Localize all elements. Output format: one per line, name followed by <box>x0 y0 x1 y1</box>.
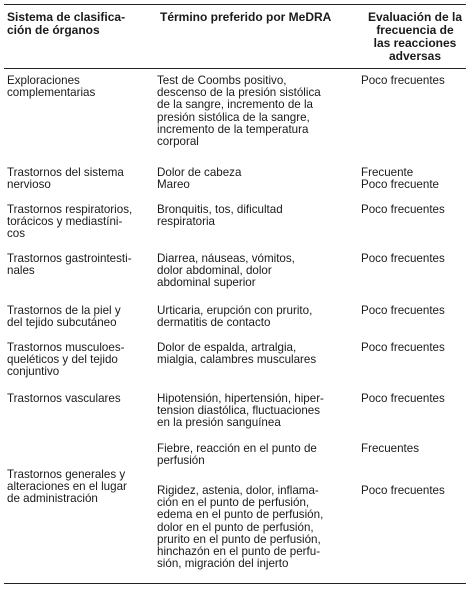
row-frequency: Poco frecuentes <box>361 341 445 354</box>
header-rule <box>4 68 466 69</box>
table-top-rule <box>4 4 466 5</box>
row-organ-system: Exploraciones complementarias <box>7 74 96 100</box>
row-term: Fiebre, reacción en el punto de perfusión <box>157 442 317 468</box>
table-bottom-rule <box>4 583 466 584</box>
row-frequency: Poco frecuentes <box>361 392 445 405</box>
row-term: Dolor de cabeza Mareo <box>157 166 242 192</box>
row-term: Test de Coombs positivo, descenso de la presión sistólica de la sangre, incremento de la presión sistólica de la sangre, incremento de la temperatura corporal <box>157 74 321 149</box>
row-term: Hipotensión, hipertensión, hiper- tension diastólica, fluctuaciones en la presión sanguínea <box>157 392 324 430</box>
header-organ-system: Sistema de clasifica- ción de órganos <box>7 10 126 37</box>
row-organ-system: Trastornos musculoes- queléticos y del tejido conjuntivo <box>7 341 125 379</box>
row-organ-system: Trastornos de la piel y del tejido subcutáneo <box>7 304 121 330</box>
row-organ-system: Trastornos gastrointesti- nales <box>7 252 132 278</box>
row-term: Diarrea, náuseas, vómitos, dolor abdominal, dolor abdominal superior <box>157 252 295 290</box>
row-organ-system: Trastornos generales y alteraciones en el lugar de administración <box>7 468 127 506</box>
row-frequency: Poco frecuentes <box>361 304 445 317</box>
header-frequency: Evaluación de la frecuencia de las reacciones adversas <box>367 10 463 63</box>
row-frequency: Poco frecuentes <box>361 484 445 497</box>
row-term: Bronquitis, tos, dificultad respiratoria <box>157 203 283 229</box>
row-organ-system: Trastornos respiratorios, torácicos y mediastíni- cos <box>7 203 133 241</box>
row-frequency: Frecuente Poco frecuente <box>361 166 439 192</box>
row-term: Urticaria, erupción con prurito, dermatitis de contacto <box>157 304 313 330</box>
row-term: Dolor de espalda, artralgia, mialgia, calambres musculares <box>157 341 317 367</box>
row-frequency: Poco frecuentes <box>361 203 445 216</box>
row-frequency: Poco frecuentes <box>361 252 445 265</box>
row-organ-system: Trastornos vasculares <box>7 392 121 405</box>
row-organ-system: Trastornos del sistema nervioso <box>7 166 124 192</box>
row-frequency: Frecuentes <box>361 442 419 455</box>
header-preferred-term: Término preferido por MeDRA <box>160 10 332 24</box>
row-term: Rigidez, astenia, dolor, inflama- ción en el punto de perfusión, edema en el punto de perfusión, dolor en el punto de perfusión, prurito en el punto de perfusión, hinchazón en el punto de perfu- sión, migración del injerto <box>157 484 324 571</box>
row-frequency: Poco frecuentes <box>361 74 445 87</box>
